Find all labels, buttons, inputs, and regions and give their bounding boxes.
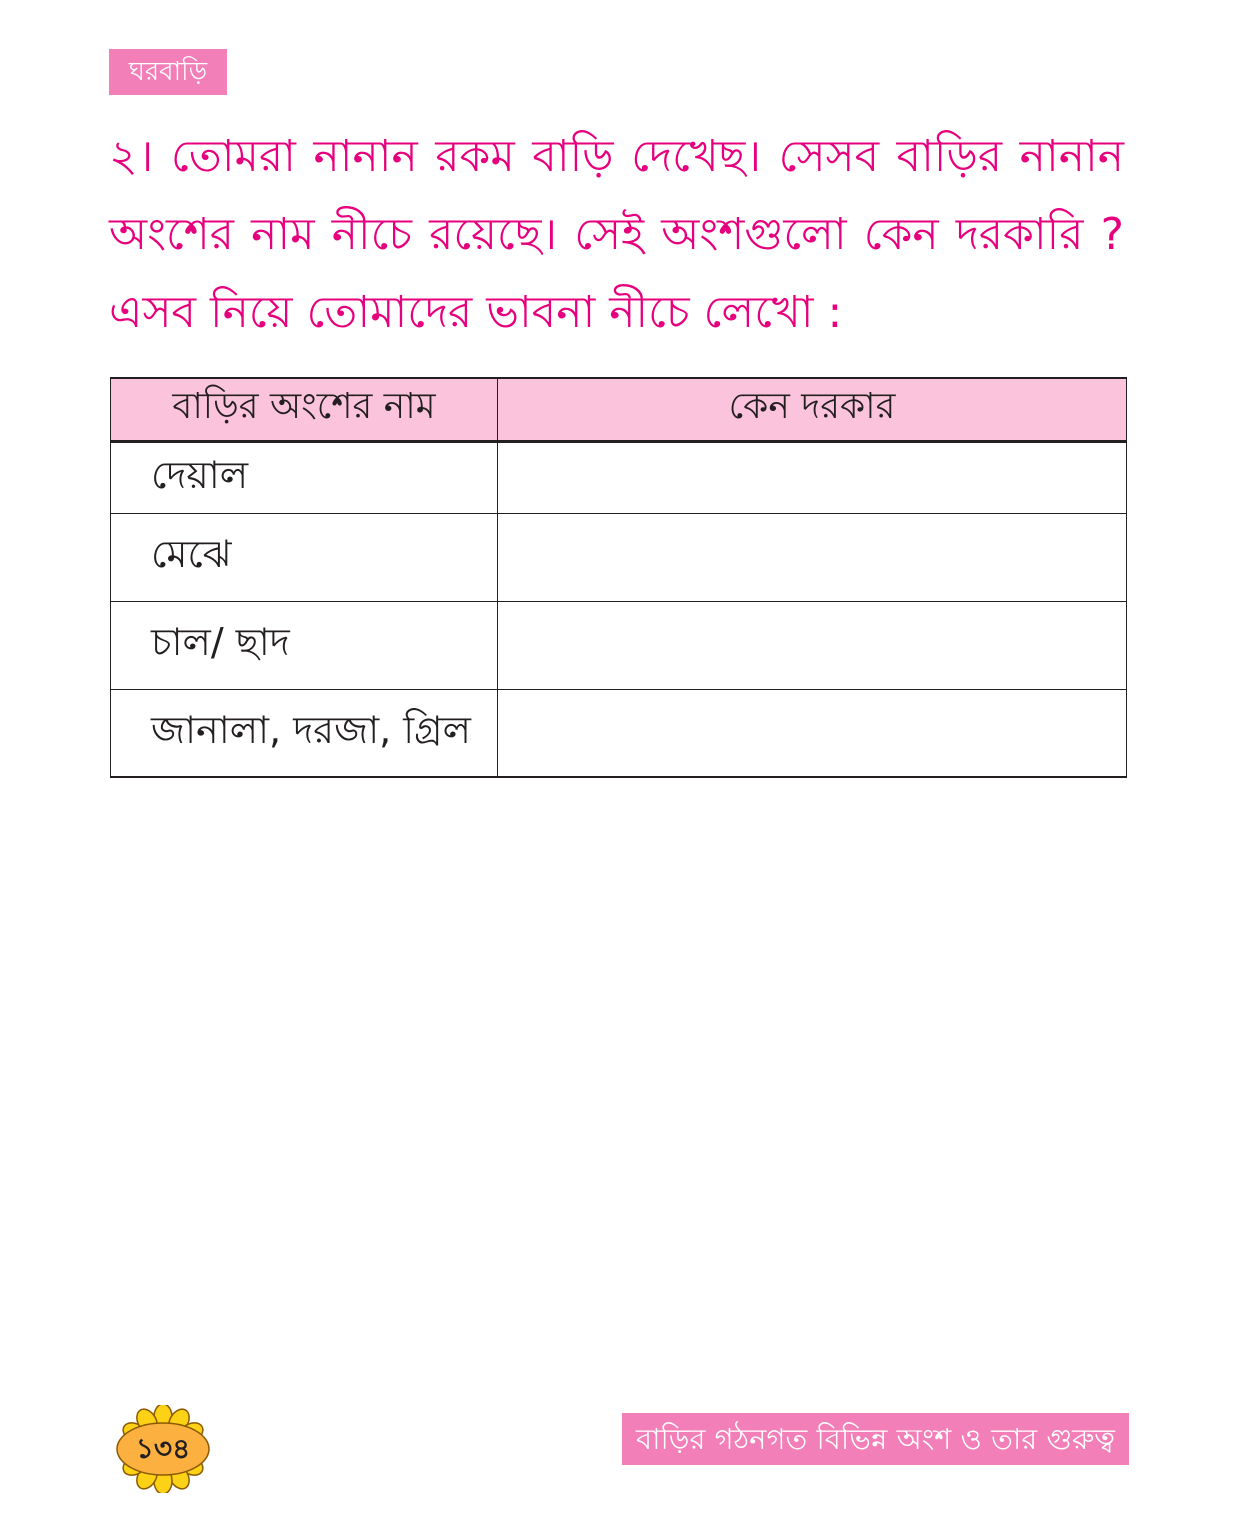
table-row bbox=[111, 601, 1127, 689]
header-why-needed: কেন দরকার bbox=[498, 378, 1127, 441]
header-part-name: বাড়ির অংশের নাম bbox=[111, 378, 498, 441]
part-name-cell: জানালা, দরজা, গ্রিল bbox=[111, 689, 498, 777]
table-header-row bbox=[111, 378, 1127, 441]
part-name-cell: চাল/ ছাদ bbox=[111, 601, 498, 689]
page-number-badge bbox=[104, 1405, 222, 1493]
table-row bbox=[111, 441, 1127, 513]
answer-cell[interactable] bbox=[498, 689, 1127, 777]
page-number: ১৩৪ bbox=[135, 1432, 191, 1465]
part-name-cell: দেয়াল bbox=[111, 441, 498, 513]
footer-topic-banner: বাড়ির গঠনগত বিভিন্ন অংশ ও তার গুরুত্ব bbox=[622, 1413, 1129, 1465]
house-parts-table bbox=[110, 377, 1127, 778]
answer-cell[interactable] bbox=[498, 441, 1127, 513]
answer-cell[interactable] bbox=[498, 601, 1127, 689]
answer-cell[interactable] bbox=[498, 513, 1127, 601]
table-row bbox=[111, 689, 1127, 777]
question-instruction: ২। তোমরা নানান রকম বাড়ি দেখেছ। সেসব বাড়ির নানান অংশের নাম নীচে রয়েছে। সেই অংশগুলো কেন দরকারি ? এসব নিয়ে তোমাদের ভাবনা নীচে লেখো : bbox=[109, 131, 1124, 338]
table-row bbox=[111, 513, 1127, 601]
part-name-cell: মেঝে bbox=[111, 513, 498, 601]
chapter-tag: ঘরবাড়ি bbox=[109, 49, 227, 95]
